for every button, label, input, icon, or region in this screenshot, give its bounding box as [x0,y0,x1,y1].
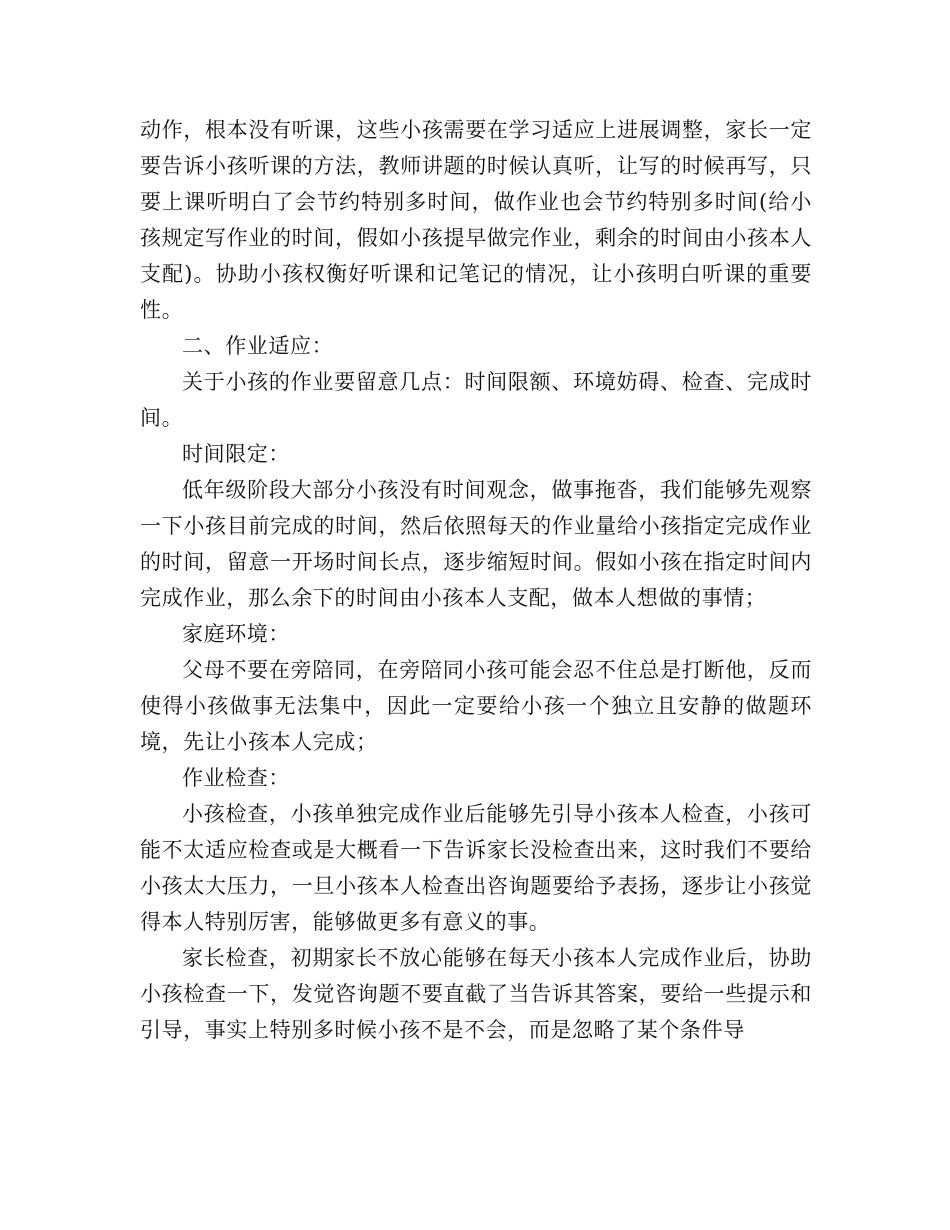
paragraph-continuation: 动作，根本没有听课，这些小孩需要在学习适应上进展调整，家长一定要告诉小孩听课的方法，教师讲题的时候认真听，让写的时候再写，只要上课听明白了会节约特别多时间，做作业也会节约特别多时间(给小孩规定写作业的时间，假如小孩提早做完作业，剩余的时间由小孩本人支配)。协助小孩权衡好听课和记笔记的情况，让小孩明白听课的重要性。 [140,118,812,322]
paragraph-child-check: 小孩检查，小孩单独完成作业后能够先引导小孩本人检查，小孩可能不太适应检查或是大概看一下告诉家长没检查出来，这时我们不要给小孩太大压力，一旦小孩本人检查出咨询题要给予表扬，逐步让小孩觉得本人特别厉害，能够做更多有意义的事。 [140,802,812,934]
paragraph-time-limit: 低年级阶段大部分小孩没有时间观念，做事拖沓，我们能够先观察一下小孩目前完成的时间，然后依照每天的作业量给小孩指定完成作业的时间，留意一开场时间长点，逐步缩短时间。假如小孩在指定时间内完成作业，那么余下的时间由小孩本人支配，做本人想做的事情； [140,478,812,610]
section-heading-homework: 二、作业适应： [182,334,334,358]
subheading-time-limit: 时间限定： [182,442,290,466]
paragraph-parent-check: 家长检查，初期家长不放心能够在每天小孩本人完成作业后，协助小孩检查一下，发觉咨询题不要直截了当告诉其答案，要给一些提示和引导，事实上特别多时候小孩不是不会，而是忽略了某个条件导 [140,946,812,1042]
paragraph-home-environment: 父母不要在旁陪同，在旁陪同小孩可能会忍不住总是打断他，反而使得小孩做事无法集中，因此一定要给小孩一个独立且安静的做题环境，先让小孩本人完成； [140,658,812,754]
paragraph-homework-points: 关于小孩的作业要留意几点：时间限额、环境妨碍、检查、完成时间。 [140,370,812,430]
subheading-home-environment: 家庭环境： [182,622,290,646]
subheading-homework-check: 作业检查： [182,766,290,790]
document-body [140,112,812,1048]
